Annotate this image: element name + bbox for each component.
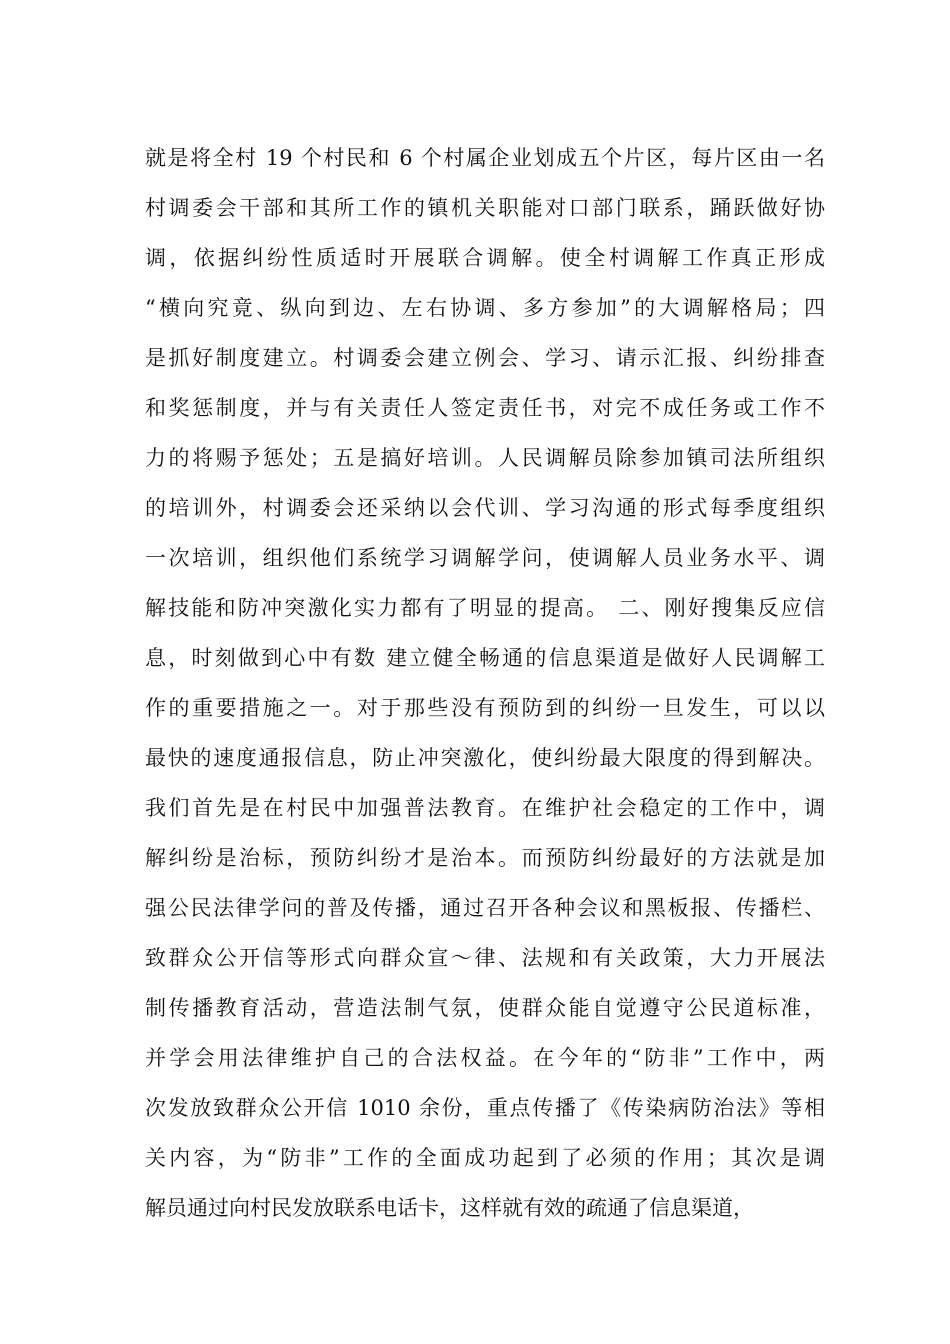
text-line: 调，依据纠纷性质适时开展联合调解。使全村调解工作真正形成 (145, 246, 825, 270)
text-line: 的培训外，村调委会还采纳以会代训、学习沟通的形式每季度组织 (145, 496, 825, 520)
text-line: 解纠纷是治标，预防纠纷才是治本。而预防纠纷最好的方法就是加 (145, 846, 825, 870)
text-line: 最快的速度通报信息，防止冲突激化，使纠纷最大限度的得到解决。 (145, 746, 825, 770)
text-line: 和奖惩制度，并与有关责任人签定责任书，对完不成任务或工作不 (145, 396, 825, 420)
text-line: 解技能和防冲突激化实力都有了明显的提高。 二、刚好搜集反应信 (145, 596, 825, 620)
text-line: 解员通过向村民发放联系电话卡，这样就有效的疏通了信息渠道， (145, 1196, 754, 1220)
text-line: 并学会用法律维护自己的合法权益。在今年的“防非”工作中，两 (145, 1046, 825, 1070)
text-line: 息，时刻做到心中有数 建立健全畅通的信息渠道是做好人民调解工 (145, 646, 825, 670)
text-line: 力的将赐予惩处；五是搞好培训。人民调解员除参加镇司法所组织 (145, 446, 825, 470)
text-line: 制传播教育活动，营造法制气氛，使群众能自觉遵守公民道标准， (145, 996, 825, 1020)
text-line: 一次培训，组织他们系统学习调解学问，使调解人员业务水平、调 (145, 546, 825, 570)
text-line: 村调委会干部和其所工作的镇机关职能对口部门联系，踊跃做好协 (145, 196, 825, 220)
text-line: 强公民法律学问的普及传播，通过召开各种会议和黑板报、传播栏、 (145, 896, 825, 920)
text-line: 次发放致群众公开信 1010 余份，重点传播了《传染病防治法》等相 (145, 1096, 825, 1120)
text-line: 就是将全村 19 个村民和 6 个村属企业划成五个片区，每片区由一名 (145, 146, 825, 170)
text-line: 是抓好制度建立。村调委会建立例会、学习、请示汇报、纠纷排查 (145, 346, 825, 370)
text-line: “横向究竟、纵向到边、左右协调、多方参加”的大调解格局；四 (145, 296, 825, 320)
text-line: 作的重要措施之一。对于那些没有预防到的纠纷一旦发生，可以以 (145, 696, 825, 720)
text-line: 致群众公开信等形式向群众宣～律、法规和有关政策，大力开展法 (145, 946, 825, 970)
body-text (145, 133, 825, 1233)
text-line: 关内容，为“防非”工作的全面成功起到了必须的作用；其次是调 (145, 1146, 825, 1170)
text-line: 我们首先是在村民中加强普法教育。在维护社会稳定的工作中，调 (145, 796, 825, 820)
